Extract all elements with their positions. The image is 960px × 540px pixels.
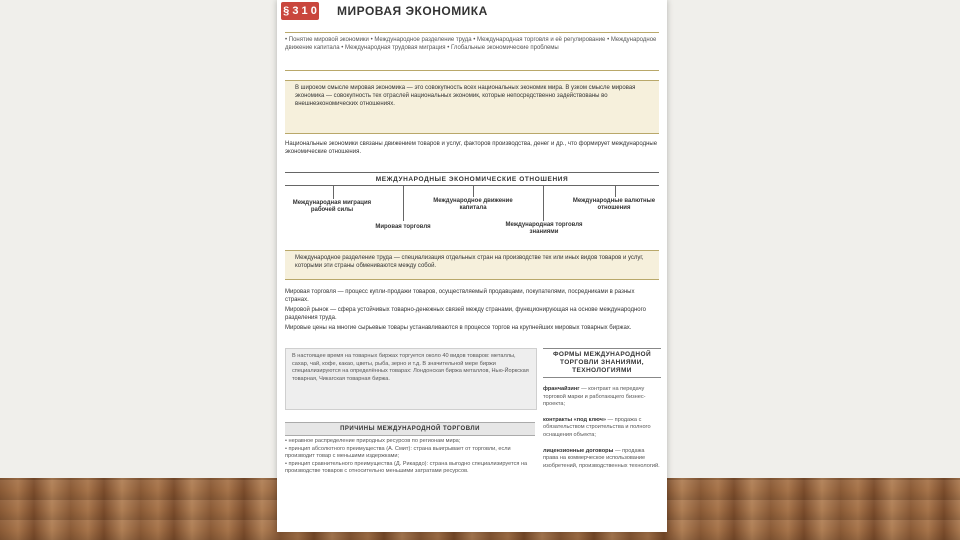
node-capital-movement: Международное движение капитала (433, 198, 513, 211)
diagram-top-line (285, 172, 659, 173)
form-text: — продажа с обязательством строительства и полного оснащения объекта; (543, 416, 651, 438)
topics-list: • Понятие мировой экономики • Международное разделение труда • Международная торговля и её регулирование • Международное движение капитала • Международная трудовая миграция • Глобальные экономические проблемы (285, 37, 657, 51)
reasons-list (285, 438, 535, 476)
paragraph: Мировой рынок — сфера устойчивых товарно-денежных связей между странами, функционирующая на основе международного разделения труда. (285, 307, 647, 321)
form-text: — продажа права на коммерческое использование изобретений, производственных технологий. (543, 447, 660, 469)
arrow-line (333, 185, 334, 199)
arrow-line (403, 185, 404, 221)
definition-text: Международное разделение труда — специализация отдельных стран на производстве тех или иных видов товаров и услуг, которыми эти страны обмениваются между собой. (295, 255, 644, 269)
definition-text: В широком смысле мировая экономика — это совокупность всех национальных экономик мира. В узком смысле мировая экономика — совокупность тех отраслей национальных экономик, которые непосредственно задействованы во внешнеэкономических отношениях. (295, 85, 636, 107)
page-header (277, 0, 667, 24)
section-badge: § 3 1 0 (281, 2, 319, 20)
arrow-line (543, 185, 544, 221)
node-labor-migration: Международная миграция рабочей силы (292, 200, 372, 213)
form-text: — контракт на передачу торговой марки и работающего бизнес-проекта; (543, 386, 646, 408)
textbook-page (277, 0, 667, 532)
reasons-title: ПРИЧИНЫ МЕЖДУНАРОДНОЙ ТОРГОВЛИ (285, 422, 535, 436)
list-item: • неравное распределение природных ресурсов по регионам мира; (285, 438, 461, 444)
page-title: МИРОВАЯ ЭКОНОМИКА (337, 4, 488, 18)
paragraph: Мировые цены на многие сырьевые товары устанавливаются в процессе торгов на крупнейших мировых товарных биржах. (285, 325, 632, 331)
arrow-line (473, 185, 474, 197)
definition-box (285, 250, 659, 280)
right-column (543, 348, 661, 470)
form-name: лицензионные договоры (543, 447, 614, 454)
form-name: франчайзинг (543, 386, 580, 392)
list-item (543, 386, 661, 409)
list-item (543, 417, 661, 440)
diagram-bar (285, 185, 659, 186)
exchanges-note: В настоящее время на товарных биржах торгуется около 40 видов товаров: металлы, сахар, чай, кофе, какао, цветы, рыба, зерно и т.д. В значительной мере биржи специализируются на определённых товарах: Лондонская биржа металлов, Нью-Йоркская товарная, Чикагская товарная биржа. (292, 353, 529, 382)
divider (285, 32, 659, 33)
relations-diagram (285, 172, 659, 242)
list-item: • принцип абсолютного преимущества (А. Смит): страна выигрывает от торговли, если производит товар с меньшими издержками; (285, 445, 511, 460)
node-knowledge-trade: Международная торговля знаниями (505, 222, 583, 235)
node-currency-relations: Международные валютные отношения (572, 198, 656, 211)
forms-title: ФОРМЫ МЕЖДУНАРОДНОЙ ТОРГОВЛИ ЗНАНИЯМИ, ТЕХНОЛОГИЯМИ (543, 348, 661, 378)
node-world-trade: Мировая торговля (375, 224, 431, 230)
list-item: • принцип сравнительного преимущества (Д. Рикардо): страна выгодно специализируется на производстве товаров с относительно меньшими затратами ресурсов. (285, 460, 528, 475)
definition-box (285, 80, 659, 134)
form-name: контракты «под ключ» (543, 416, 606, 423)
paragraph: Мировая торговля — процесс купли-продажи товаров, осуществляемый продавцами, покупателями, посредниками в разных странах. (285, 289, 635, 303)
diagram-title: МЕЖДУНАРОДНЫЕ ЭКОНОМИЧЕСКИЕ ОТНОШЕНИЯ (375, 176, 569, 183)
arrow-line (615, 185, 616, 197)
divider (285, 70, 659, 71)
exchanges-note-box (285, 348, 537, 410)
list-item (543, 448, 661, 471)
paragraph: Национальные экономики связаны движением товаров и услуг, факторов производства, денег и др., что формирует международные экономические отношения. (285, 141, 658, 155)
